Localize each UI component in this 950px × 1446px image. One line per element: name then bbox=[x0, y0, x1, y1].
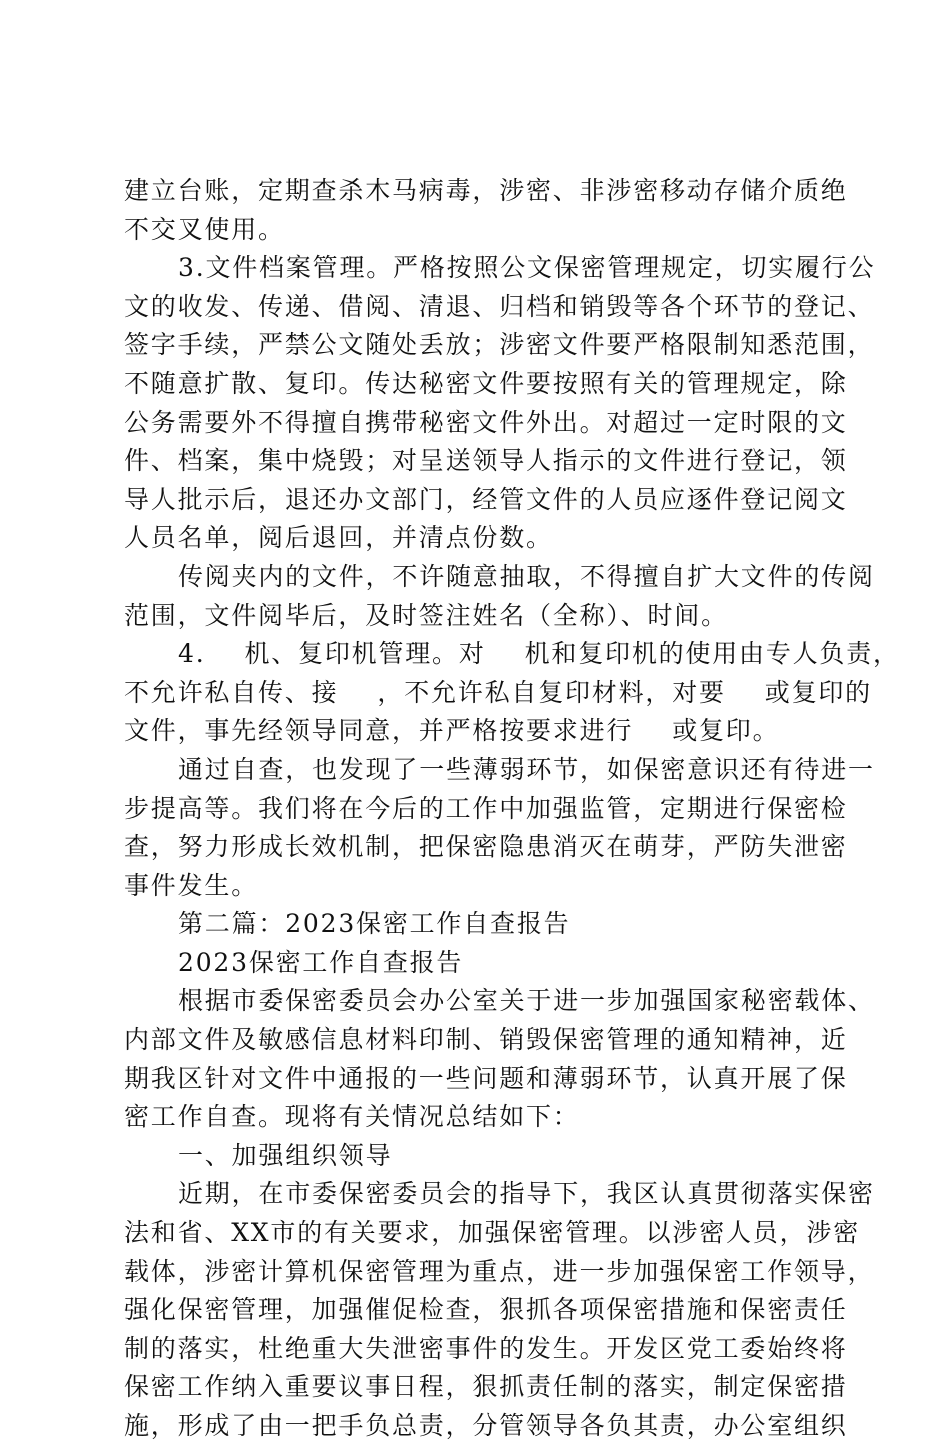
text-line: 文的收发、传递、借阅、清退、归档和销毁等各个环节的登记、 bbox=[124, 291, 875, 321]
text-line: 步提高等。我们将在今后的工作中加强监管，定期进行保密检 bbox=[124, 793, 848, 823]
text-line: 近期，在市委保密委员会的指导下，我区认真贯彻落实保密 bbox=[178, 1179, 875, 1209]
text-line: 不随意扩散、复印。传达秘密文件要按照有关的管理规定，除 bbox=[124, 368, 848, 398]
text-line: 期我区针对文件中通报的一些问题和薄弱环节，认真开展了保 bbox=[124, 1063, 848, 1093]
text-line: 载体，涉密计算机保密管理为重点，进一步加强保密工作领导， bbox=[124, 1256, 875, 1286]
text-line: 查，努力形成长效机制，把保密隐患消灭在萌芽，严防失泄密 bbox=[124, 832, 848, 862]
text-line: 内部文件及敏感信息材料印制、销毁保密管理的通知精神，近 bbox=[124, 1025, 848, 1055]
text-line: 传阅夹内的文件，不许随意抽取，不得擅自扩大文件的传阅 bbox=[178, 561, 875, 591]
text-line: 人员名单，阅后退回，并清点份数。 bbox=[124, 523, 553, 553]
text-line: 不允许私自传、接 ，不允许私自复印材料，对要 或复印的 bbox=[124, 677, 872, 707]
text-line: 法和省、XX市的有关要求，加强保密管理。以涉密人员，涉密 bbox=[124, 1218, 860, 1248]
text-line: 保密工作纳入重要议事日程，狠抓责任制的落实，制定保密措 bbox=[124, 1372, 848, 1402]
text-line: 4. 机、复印机管理。对 机和复印机的使用由专人负责， bbox=[178, 639, 900, 669]
text-line: 根据市委保密委员会办公室关于进一步加强国家秘密载体、 bbox=[178, 986, 875, 1016]
text-line: 强化保密管理，加强催促检查，狠抓各项保密措施和保密责任 bbox=[124, 1295, 848, 1325]
text-line: 导人批示后，退还办文部门，经管文件的人员应逐件登记阅文 bbox=[124, 484, 848, 514]
text-line: 件、档案，集中烧毁；对呈送领导人指示的文件进行登记，领 bbox=[124, 446, 848, 476]
text-line: 制的落实，杜绝重大失泄密事件的发生。开发区党工委始终将 bbox=[124, 1333, 848, 1363]
text-line: 通过自查，也发现了一些薄弱环节，如保密意识还有待进一 bbox=[178, 754, 875, 784]
section-heading: 第二篇：2023保密工作自查报告 bbox=[178, 909, 571, 939]
text-line: 范围，文件阅毕后，及时签注姓名（全称）、时间。 bbox=[124, 600, 728, 630]
text-line: 施，形成了由一把手负总责，分管领导各负其责，办公室组织 bbox=[124, 1411, 848, 1440]
text-line: 密工作自查。现将有关情况总结如下： bbox=[124, 1102, 580, 1132]
text-line: 公务需要外不得擅自携带秘密文件外出。对超过一定时限的文 bbox=[124, 407, 848, 437]
subsection-heading: 一、加强组织领导 bbox=[178, 1140, 393, 1170]
text-line: 建立台账，定期查杀木马病毒，涉密、非涉密移动存储介质绝 bbox=[124, 176, 848, 205]
text-line: 文件，事先经领导同意，并严格按要求进行 或复印。 bbox=[124, 716, 780, 746]
text-line: 3.文件档案管理。严格按照公文保密管理规定，切实履行公 bbox=[178, 253, 876, 283]
document-body bbox=[124, 172, 900, 1446]
text-line: 签字手续，严禁公文随处丢放；涉密文件要严格限制知悉范围， bbox=[124, 330, 875, 360]
text-line: 事件发生。 bbox=[124, 870, 259, 900]
text-line: 不交叉使用。 bbox=[124, 214, 285, 244]
report-title: 2023保密工作自查报告 bbox=[178, 947, 464, 977]
